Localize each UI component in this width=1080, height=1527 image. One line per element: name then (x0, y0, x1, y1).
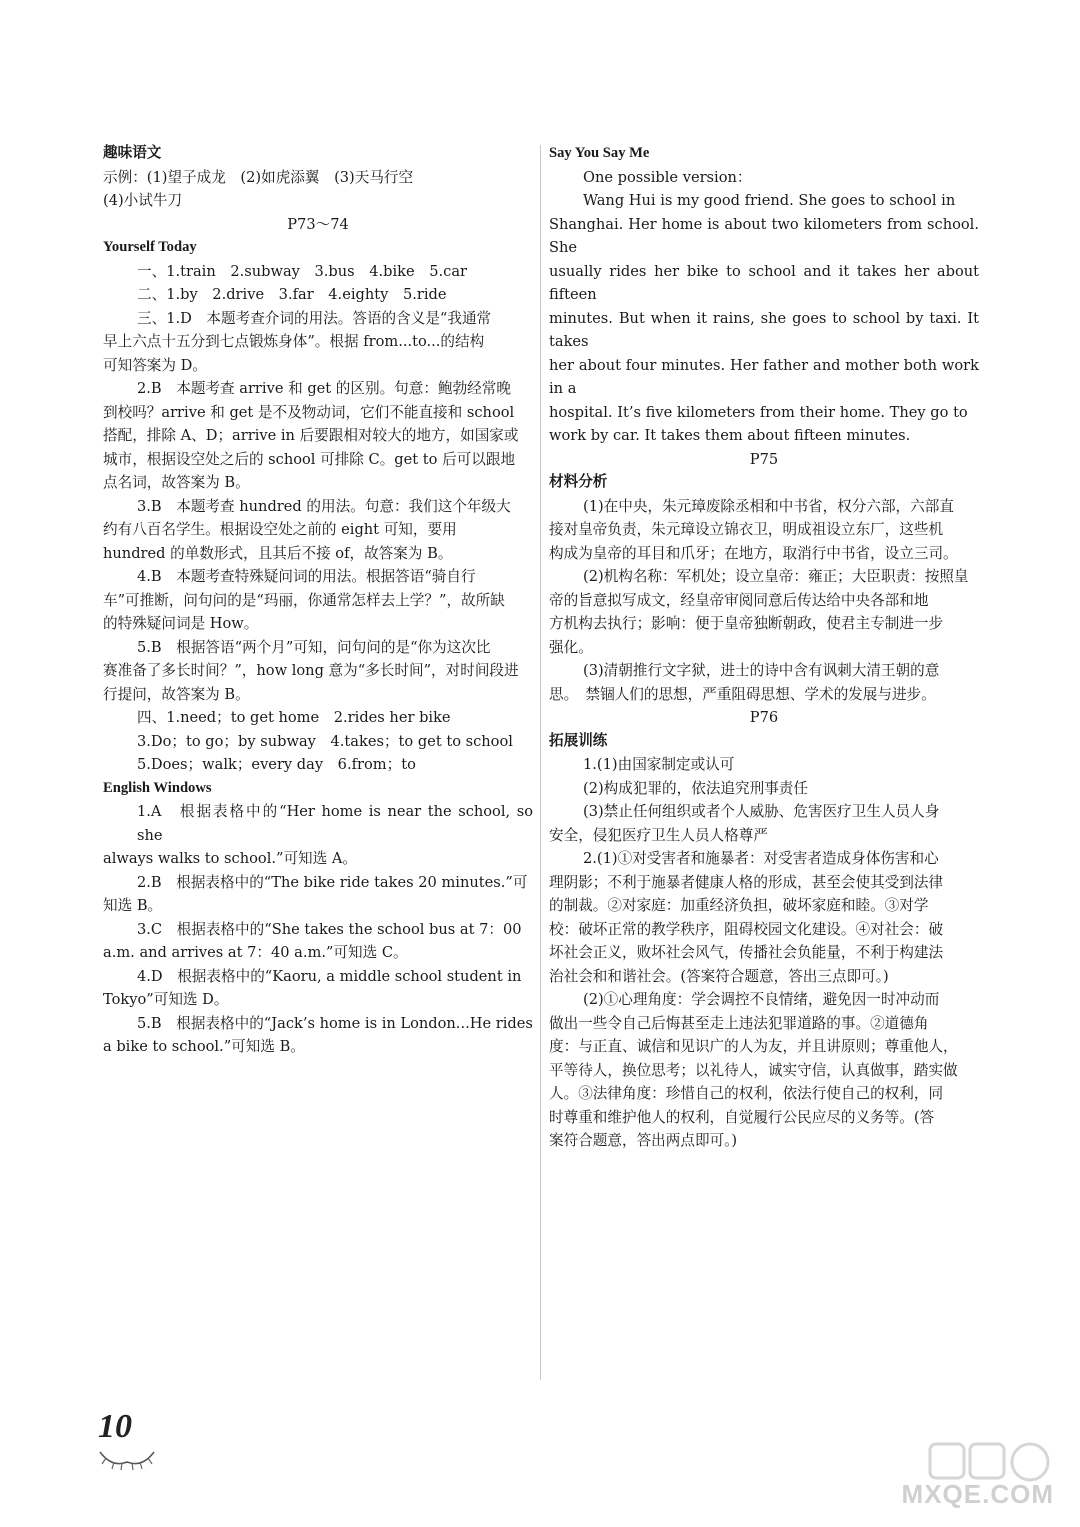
answer-line: 城市，根据设空处之后的 school 可排除 C。get to 后可以跟地 (103, 450, 516, 468)
answer-line: always walks to school.”可知选 A。 (103, 850, 358, 867)
text-line: Wang Hui is my good friend. She goes to school in (583, 192, 956, 209)
answer-line: 四、1.need；to get home 2.rides her bike (137, 709, 451, 726)
text-line: One possible version： (583, 168, 752, 186)
answer-line: 5.Does；walk；every day 6.from；to (137, 756, 416, 773)
answer-line: 一、1.train 2.subway 3.bus 4.bike 5.car (137, 262, 468, 280)
text-line: minutes. But when it rains, she goes to school by taxi. It takes (549, 309, 979, 350)
answer-line: 平等待人，换位思考；以礼待人，诚实守信，认真做事，踏实做 (549, 1061, 958, 1079)
left-column (103, 142, 533, 1059)
answer-line: 接对皇帝负责，朱元璋设立锦衣卫，明成祖设立东厂，这些机 (549, 521, 944, 538)
answer-line: 车”可推断，问句问的是“玛丽，你通常怎样去上学？”，故所缺 (103, 591, 505, 609)
answer-line: 做出一些令自己后悔甚至走上违法犯罪道路的事。②道德角 (549, 1014, 929, 1032)
text-line: Shanghai. Her home is about two kilometers from school. She (549, 215, 979, 256)
answer-line: a bike to school.”可知选 B。 (103, 1038, 305, 1055)
text-line: usually rides her bike to school and it takes her about fifteen (549, 262, 979, 303)
answer-line: 5.B 根据答语“两个月”可知，问句问的是“你为这次比 (137, 638, 491, 656)
section-heading-say-you-say-me: Say You Say Me (549, 145, 650, 161)
watermark-text: MXQE.COM (901, 1479, 1054, 1509)
text-line: hospital. It’s five kilometers from their home. They go to (549, 403, 968, 421)
answer-line: (2)①心理角度：学会调控不良情绪，避免因一时冲动而 (583, 991, 940, 1008)
answer-line: 安全，侵犯医疗卫生人员人格尊严 (549, 826, 768, 844)
answer-line: 约有八百名学生。根据设空处之前的 eight 可知，要用 (103, 521, 457, 538)
answer-line: 4.D 根据表格中的“Kaoru, a middle school student in (137, 967, 522, 985)
answer-line: Tokyo”可知选 D。 (103, 991, 229, 1008)
page-range-label: P76 (749, 709, 779, 726)
answer-line: 2.B 根据表格中的“The bike ride takes 20 minutes.”可 (137, 873, 528, 891)
answer-line: 的制裁。②对家庭：加重经济负担，破坏家庭和睦。③对学 (549, 897, 929, 914)
answer-line: 2.(1)①对受害者和施暴者：对受害者造成身体伤害和心 (583, 850, 939, 867)
answer-line: a.m. and arrives at 7：40 a.m.”可知选 C。 (103, 944, 408, 961)
answer-line: 构成为皇帝的耳目和爪牙；在地方，取消行中书省，设立三司。 (549, 544, 958, 562)
answer-line: hundred 的单数形式，且其后不接 of，故答案为 B。 (103, 544, 453, 562)
answer-line: 2.B 本题考查 arrive 和 get 的区别。句意：鲍勃经常晚 (137, 380, 511, 397)
text-line: (4)小试牛刀 (103, 192, 183, 209)
page-range-label: P73～74 (287, 215, 349, 233)
answer-line: (2)机构名称：军机处；设立皇帝：雍正；大臣职责：按照皇 (583, 568, 969, 585)
answer-line: (3)禁止任何组织或者个人威胁、危害医疗卫生人员人身 (583, 803, 940, 820)
answer-line: (1)在中央，朱元璋废除丞相和中书省，权分六部，六部直 (583, 497, 954, 515)
answer-line: 5.B 根据表格中的“Jack’s home is in London...He rides (137, 1014, 533, 1032)
answer-line: 度：与正直、诚信和见识广的人为友，并且讲原则；尊重他人， (549, 1038, 958, 1055)
answer-line: (3)清朝推行文字狱，进士的诗中含有讽刺大清王朝的意 (583, 662, 940, 679)
answer-line: 思。 禁锢人们的思想，严重阻碍思想、学术的发展与进步。 (549, 685, 936, 703)
answer-line: 行提问，故答案为 B。 (103, 685, 250, 703)
section-heading-tuozhan: 拓展训练 (549, 732, 608, 749)
answer-line: (2)构成犯罪的，依法追究刑事责任 (583, 779, 808, 797)
text-line: work by car. It takes them about fifteen minutes. (549, 427, 911, 444)
answer-line: 的特殊疑问词是 How。 (103, 615, 259, 632)
answer-line: 强化。 (549, 638, 593, 656)
answer-line: 知选 B。 (103, 897, 163, 914)
answer-line: 案符合题意，答出两点即可。) (549, 1132, 738, 1149)
answer-line: 方机构去执行；影响：便于皇帝独断朝政，使君主专制进一步 (549, 615, 944, 632)
text-line: 示例：(1)望子成龙 (2)如虎添翼 (3)天马行空 (103, 168, 414, 186)
answer-line: 3.B 本题考查 hundred 的用法。句意：我们这个年级大 (137, 497, 511, 515)
answer-line: 3.Do；to go；by subway 4.takes；to get to school (137, 732, 513, 750)
answer-line: 1.(1)由国家制定或认可 (583, 756, 735, 773)
answer-line: 1.A 根据表格中的“Her home is near the school, so she (137, 803, 533, 844)
text-line: her about four minutes. Her father and mother both work in a (549, 356, 979, 397)
column-divider (540, 145, 541, 1380)
answer-line: 早上六点十五分到七点锻炼身体”。根据 from...to...的结构 (103, 333, 485, 350)
answer-line: 可知答案为 D。 (103, 356, 207, 374)
section-heading-cailiao: 材料分析 (549, 474, 608, 490)
section-heading-yourself-today: Yourself Today (103, 239, 197, 255)
answer-line: 坏社会正义，败坏社会风气，传播社会负能量，不利于构建法 (549, 944, 944, 961)
answer-line: 人。③法律角度：珍惜自己的权利，依法行使自己的权利，同 (549, 1085, 944, 1102)
answer-line: 三、1.D 本题考查介词的用法。答语的含义是“我通常 (137, 309, 492, 327)
answer-line: 二、1.by 2.drive 3.far 4.eighty 5.ride (137, 286, 447, 303)
answer-line: 3.C 根据表格中的“She takes the school bus at 7：00 (137, 920, 522, 938)
answer-line: 4.B 本题考查特殊疑问词的用法。根据答语“骑自行 (137, 568, 476, 585)
right-column (549, 142, 979, 1153)
page-range-label: P75 (749, 450, 779, 468)
answer-line: 搭配，排除 A、D；arrive in 后要跟相对较大的地方，如国家或 (103, 427, 519, 444)
page-number: 10 (98, 1408, 132, 1445)
answer-line: 时尊重和维护他人的权利，自觉履行公民应尽的义务等。(答 (549, 1108, 935, 1126)
answer-line: 赛准备了多长时间？”，how long 意为“多长时间”，对时间段进 (103, 662, 519, 679)
section-heading-english-windows: English Windows (103, 779, 212, 796)
answer-line: 校：破坏正常的教学秩序，阻碍校园文化建设。④对社会：破 (549, 920, 944, 938)
answer-line: 点名词，故答案为 B。 (103, 474, 250, 491)
watermark-logo (870, 1440, 1070, 1520)
answer-line: 帝的旨意拟写成文，经皇帝审阅同意后传达给中央各部和地 (549, 591, 929, 609)
page-number-ornament-icon (92, 1446, 162, 1472)
section-heading-quwei: 趣味语文 (103, 145, 162, 161)
answer-line: 到校吗？arrive 和 get 是不及物动词，它们不能直接和 school (103, 403, 515, 421)
answer-line: 治社会和和谐社会。(答案符合题意，答出三点即可。) (549, 967, 889, 985)
answer-line: 理阴影；不利于施暴者健康人格的形成，甚至会使其受到法律 (549, 873, 944, 891)
